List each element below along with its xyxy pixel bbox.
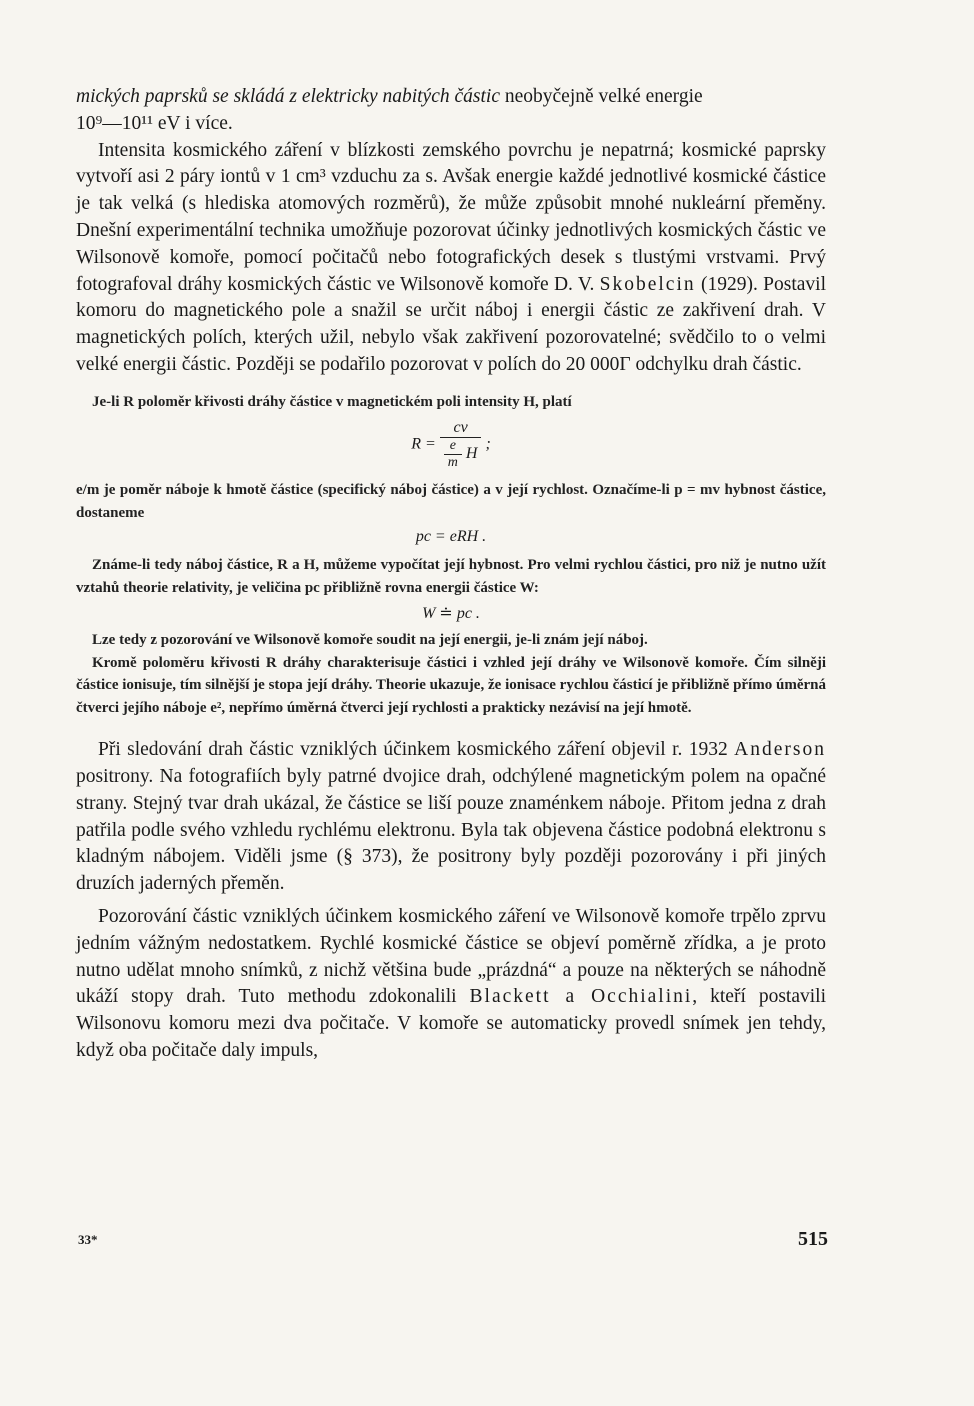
note-momentum: Známe-li tedy náboj částice, R a H, můžeme vypočítat její hybnost. Pro velmi rychlou částici, pro niž je nutno užít vztahů theorie relativity, je veličina pc přibližně rovna energii částice W: [76, 557, 826, 596]
paragraph-positron [76, 737, 826, 898]
paragraph-intensity-text-a: Intensita kosmického záření v blízkosti zemského povrchu je nepatrná; kosmické paprsky vytvoří asi 2 páry iontů v 1 cm³ vzduchu za s. Avšak energie každé jednotlivé kosmické částice je tak velká (s hlediska atomových rozměrů), že může způsobit mnohé nukleární přeměny. Dnešní experimentální technika umožňuje pozorovat účinky jednotlivých kosmických částic ve Wilsonově komoře, pomocí počitačů nebo fotografických desek s tlustými vrstvami. Prvý fotografoval dráhy kosmických částic ve Wilsonově komoře D. V. [76, 139, 826, 295]
intro-italic: mických paprsků se skládá z elektricky nabitých částic [76, 86, 500, 107]
formula-em-fraction [444, 438, 462, 471]
note-energy: Lze tedy z pozorování ve Wilsonově komoře soudit na její energii, je-li znám její náboj. [92, 632, 648, 649]
formula-e: e [444, 438, 462, 455]
name-anderson: Anderson [734, 739, 826, 761]
paragraph-wilson-text-a: Pozorování částic vzniklých účinkem kosmického záření ve Wilsonově komoře trpělo zprvu jedním vážným nedostatkem. Rychlé kosmické částice se objeví poměrně zřídka, a je proto nutno udělat mnoho snímků, z nichž většina bude „prázdná“ a pouze na některých se náhodně ukáží stopy drah. Tuto methodu zdokonalili [76, 906, 826, 1008]
formula-m: m [447, 455, 458, 471]
name-blackett-occhialini: Blackett a Occhialini [469, 986, 693, 1008]
intro-rest: neobyčejně velké energie [499, 86, 703, 107]
paragraph-intensity-text-b: (1929). Postavil komoru do magnetického pole a snažil se určit náboj i energii částic ze zakřivení drah. V magnetických polích, kterých užil, nebylo však zakřivení pozorovatelné; svědčilo to o velmi velké energii částic. Později se podařilo pozorovat v polích do 20 000Γ odchylku drah částic. [76, 273, 826, 375]
formula-denominator [440, 438, 482, 471]
note-ionisation: Kromě poloměru křivosti R dráhy charakterisuje částici i vzhled její dráhy ve Wilsonově komoře. Čím silněji částice ionisuje, tím silnější je stopa její dráhy. Theorie ukazuje, že ionisace rychlou částicí je přibližně přímo úměrná čtverci jejího náboje e², nepřímo úměrná čtverci její rychlosti a prakticky nezávisí na její hmotě. [76, 654, 826, 716]
intro-energy-line: 10⁹—10¹¹ eV i více. [76, 112, 233, 134]
intro-paragraph [76, 84, 826, 138]
note-specific-charge: e/m je poměr náboje k hmotě částice (specifický náboj částice) a v její rychlost. Označíme-li p = mv hybnost částice, dostaneme [76, 482, 826, 521]
note-radius: Je-li R poloměr křivosti dráhy částice v magnetickém poli intensity H, platí [92, 393, 572, 410]
paragraph-wilson [76, 904, 826, 1065]
paragraph-intensity [76, 138, 826, 379]
formula-radius-lhs: R = [411, 435, 436, 453]
paragraph-wilson-text-b: , kteří postavili Wilsonovu komoru mezi dva počitače. V komoře se automaticky provedl snímek jen tehdy, když oba počitače daly impuls, [76, 986, 826, 1062]
formula-energy: W ≐ pc . [422, 605, 480, 623]
page-number: 515 [798, 1228, 828, 1250]
formula-momentum: pc = eRH . [415, 528, 487, 546]
page-body [76, 82, 826, 1065]
formula-radius [76, 419, 826, 471]
name-skobelcin: Skobelcin [599, 273, 696, 295]
paragraph-positron-text-a: Při sledování drah částic vzniklých účinkem kosmického záření objevil r. 1932 [98, 739, 735, 761]
paragraph-positron-text-b: positrony. Na fotografiích byly patrné dvojice drah, odchýlené magnetickým polem na opačné strany. Stejný tvar drah ukázal, že částice se liší pouze znaménkem náboje. Přitom jedna z drah patřila podle svého vzhledu rychlému elektronu. Byla tak objevena částice podobná elektronu s kladným nábojem. Viděli jsme (§ 373), že positrony byly později pozorovány i při jiných druzích jaderných přeměn. [76, 766, 826, 895]
formula-radius-end: ; [485, 435, 491, 453]
signature-mark: 33* [78, 1232, 98, 1247]
formula-h: H [465, 445, 478, 463]
page-footer [78, 1228, 828, 1258]
formula-numerator: cv [440, 419, 482, 438]
formula-radius-fraction [440, 419, 482, 471]
